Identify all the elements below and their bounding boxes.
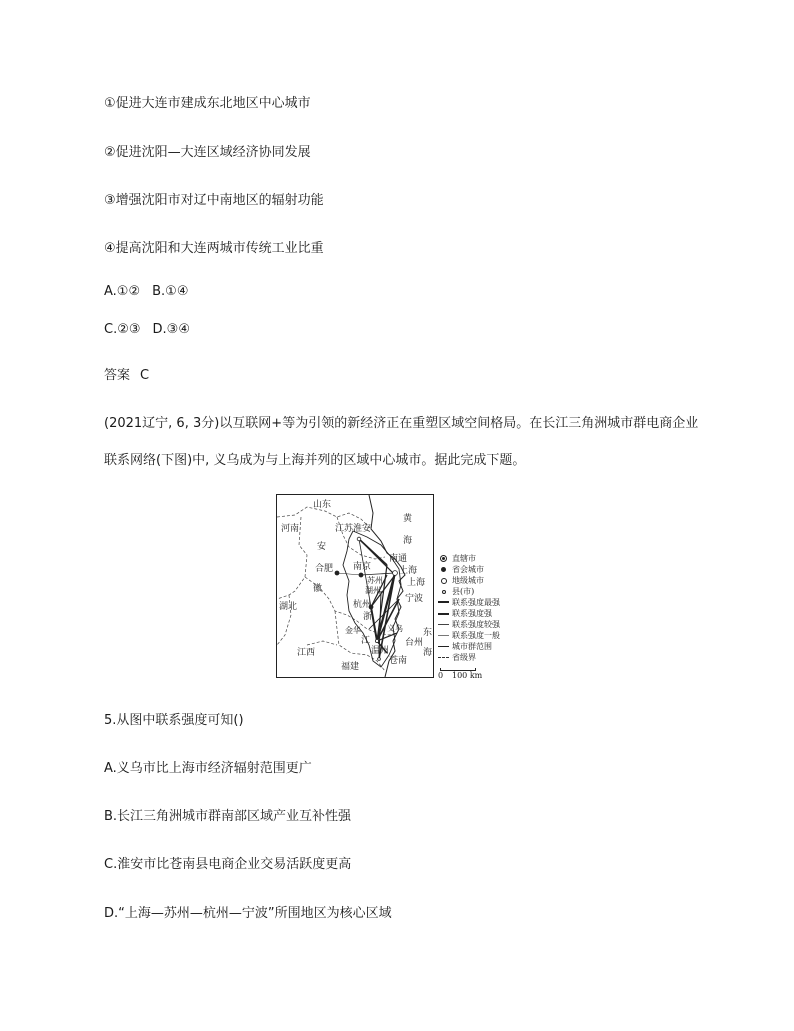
- legend-label: 直辖市: [452, 554, 476, 563]
- label-suzhou: 苏州: [367, 576, 383, 585]
- city-marker-shanghai: [393, 571, 398, 576]
- prefecture-city-symbol-icon: [438, 575, 449, 586]
- label-donghai-1: 东: [423, 628, 433, 638]
- city-marker-nanjing: [359, 573, 363, 577]
- label-jiangxi: 江西: [297, 648, 316, 658]
- passage-line-1: (2021辽宁, 6, 3分)以互联网+等为引领的新经济正在重塑区域空间格局。在长江三角洲城市群电商企业: [104, 416, 699, 431]
- city-marker-cangnan: [378, 658, 381, 661]
- legend-item-province-boundary: [438, 652, 476, 663]
- legend-item-urban-range: [438, 641, 492, 652]
- label-shanghai-1: 上海: [399, 566, 418, 576]
- link-hefei-nanjing: [337, 573, 361, 575]
- option-b[interactable]: B.①④: [152, 284, 189, 299]
- question-5-stem: 5.从图中联系强度可知(): [104, 713, 244, 728]
- legend-label: 省级界: [452, 653, 476, 662]
- city-marker-huaian: [357, 537, 361, 541]
- legend-label: 县(市): [452, 587, 475, 596]
- label-hubei: 湖北: [279, 602, 298, 612]
- legend-label: 地级城市: [452, 576, 484, 585]
- label-shanghai-2: 上海: [407, 578, 426, 588]
- statement-1: ①促进大连市建成东北地区中心城市: [104, 96, 311, 111]
- link-nanjing-shanghai: [361, 573, 395, 575]
- link-strong-line-icon: [438, 608, 449, 619]
- link-fairly-strong-line-icon: [438, 619, 449, 630]
- legend-label: 联系强度较强: [452, 620, 500, 629]
- legend-label: 城市群范围: [452, 642, 492, 651]
- statement-3: ③增强沈阳市对辽中南地区的辐射功能: [104, 193, 324, 208]
- answer-value: C: [140, 368, 150, 383]
- legend-item-county: [438, 586, 474, 597]
- link-normal-line-icon: [438, 630, 449, 641]
- q5-option-a[interactable]: A.义乌市比上海市经济辐射范围更广: [104, 761, 312, 776]
- option-d[interactable]: D.③④: [152, 322, 190, 337]
- legend-item-provincial-capital: [438, 564, 484, 575]
- q5-option-d[interactable]: D.“上海—苏州—杭州—宁波”所围地区为核心区域: [104, 906, 392, 921]
- answer-label: 答案: [104, 368, 131, 383]
- options-row-2: [104, 322, 190, 338]
- label-hangzhou: 杭州: [353, 600, 372, 610]
- legend-label: 联系强度最强: [452, 598, 500, 607]
- label-cangnan: 苍南: [389, 656, 408, 666]
- options-row-1: [104, 284, 188, 300]
- label-huzhou: 湖州: [365, 586, 381, 595]
- label-anhui-1: 安: [317, 542, 327, 552]
- provincial-capital-symbol-icon: [438, 564, 449, 575]
- link-strongest-line-icon: [438, 597, 449, 608]
- label-ningbo: 宁波: [405, 594, 424, 604]
- label-fujian: 福建: [341, 662, 360, 672]
- map-legend: [438, 553, 528, 681]
- label-huanghai-1: 黄: [403, 514, 413, 524]
- legend-item-prefecture-city: [438, 575, 484, 586]
- city-marker-yiwu: [375, 639, 378, 642]
- scale-value: 100 km: [452, 671, 483, 680]
- label-jinhua: 金华: [345, 626, 361, 635]
- label-huaian: 淮安: [353, 524, 372, 534]
- label-anhui-2: 徽: [313, 584, 323, 594]
- label-wenzhou: 温州: [371, 646, 390, 656]
- legend-item-link-strong: [438, 608, 492, 619]
- label-huanghai-2: 海: [403, 536, 413, 546]
- legend-item-link-normal: [438, 630, 500, 641]
- label-shandong: 山东: [313, 500, 332, 510]
- option-a[interactable]: A.①②: [104, 284, 141, 299]
- yangtze-delta-ecommerce-map: [276, 494, 434, 678]
- legend-item-link-strongest: [438, 597, 500, 608]
- scale-bar: [438, 668, 498, 680]
- map-svg: [277, 495, 433, 677]
- legend-label: 联系强度强: [452, 609, 492, 618]
- statement-4: ④提高沈阳和大连两城市传统工业比重: [104, 241, 324, 256]
- province-boundary-line-icon: [438, 652, 449, 663]
- province-boundary-7: [307, 641, 337, 645]
- label-donghai-2: 海: [423, 648, 433, 658]
- legend-item-municipality: [438, 553, 476, 564]
- statement-2: ②促进沈阳—大连区域经济协同发展: [104, 145, 311, 160]
- urban-range-line-icon: [438, 641, 449, 652]
- answer-line: [104, 368, 149, 384]
- label-jiangsu: 江苏: [335, 524, 354, 534]
- legend-label: 联系强度一般: [452, 631, 500, 640]
- q5-option-c[interactable]: C.淮安市比苍南县电商企业交易活跃度更高: [104, 857, 352, 872]
- label-nanjing: 南京: [353, 562, 372, 572]
- label-zhejiang-2: 江: [361, 636, 371, 646]
- label-henan: 河南: [281, 524, 300, 534]
- municipality-symbol-icon: [438, 553, 449, 564]
- q5-option-b[interactable]: B.长江三角洲城市群南部区域产业互补性强: [104, 809, 352, 824]
- legend-item-link-fairly-strong: [438, 619, 500, 630]
- city-marker-hefei: [335, 571, 339, 575]
- county-symbol-icon: [438, 586, 449, 597]
- label-hefei: 合肥: [315, 564, 334, 574]
- label-yiwu: 义乌: [387, 624, 403, 633]
- label-zhejiang-1: 浙: [363, 612, 373, 622]
- passage-line-2: 联系网络(下图)中, 义乌成为与上海并列的区域中心城市。据此完成下题。: [104, 453, 526, 468]
- label-taizhou: 台州: [405, 638, 424, 648]
- legend-label: 省会城市: [452, 565, 484, 574]
- option-c[interactable]: C.②③: [104, 322, 141, 337]
- scale-zero: 0: [438, 671, 444, 680]
- label-nantong: 南通: [389, 554, 408, 564]
